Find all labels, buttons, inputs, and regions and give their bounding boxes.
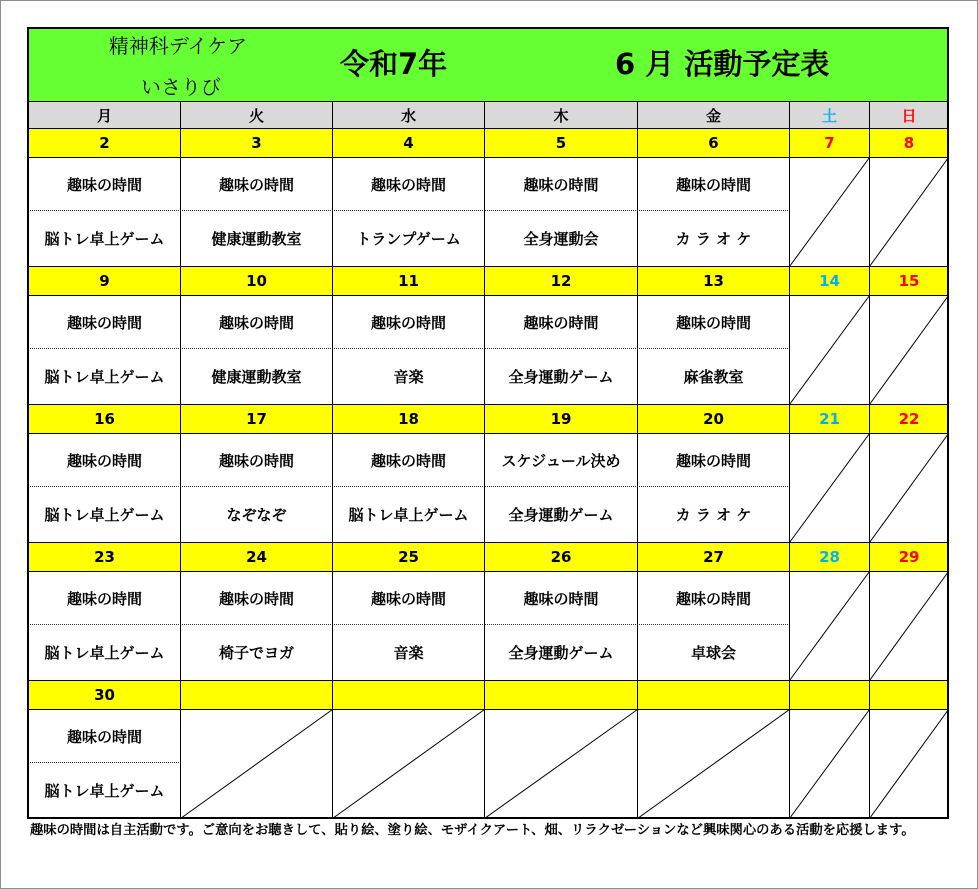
- date-cell: 25: [332, 542, 485, 572]
- date-cell: 26: [484, 542, 638, 572]
- date-cell: 19: [484, 404, 638, 434]
- activity-cell: 椅子でヨガ: [180, 625, 333, 681]
- activity-cell: なぞなぞ: [180, 487, 333, 543]
- no-activity-cell: [869, 571, 949, 681]
- activity-cell: 全身運動ゲーム: [484, 625, 638, 681]
- diagonal-slash-line: [869, 571, 949, 681]
- activity-cell: 健康運動教室: [180, 349, 333, 405]
- activity-cell: カ ラ オ ケ: [637, 211, 790, 267]
- no-activity-cell: [789, 571, 870, 681]
- date-cell: 16: [28, 404, 181, 434]
- activity-cell: 脳トレ卓上ゲーム: [332, 487, 485, 543]
- date-cell: 11: [332, 266, 485, 296]
- activity-cell: 趣味の時間: [637, 571, 790, 625]
- date-cell: 5: [484, 128, 638, 158]
- activity-cell: 全身運動ゲーム: [484, 349, 638, 405]
- date-cell: [332, 680, 485, 710]
- diagonal-slash-line: [869, 295, 949, 405]
- no-activity-cell: [332, 709, 485, 819]
- date-cell: [484, 680, 638, 710]
- activity-cell: 趣味の時間: [28, 433, 181, 487]
- era-year-label: 令和7年: [340, 47, 448, 81]
- date-cell: 27: [637, 542, 790, 572]
- no-activity-cell: [869, 295, 949, 405]
- activity-cell: 全身運動ゲーム: [484, 487, 638, 543]
- activity-cell: 趣味の時間: [28, 157, 181, 211]
- activity-cell: 音楽: [332, 349, 485, 405]
- activity-cell: 脳トレ卓上ゲーム: [28, 349, 181, 405]
- date-cell: 6: [637, 128, 790, 158]
- date-cell: 9: [28, 266, 181, 296]
- date-cell: 14: [789, 266, 870, 296]
- weekday-header: 月: [28, 101, 181, 129]
- activity-cell: 趣味の時間: [332, 571, 485, 625]
- date-cell: [637, 680, 790, 710]
- date-cell: 10: [180, 266, 333, 296]
- date-cell: 15: [869, 266, 949, 296]
- weekday-header: 木: [484, 101, 638, 129]
- date-cell: 17: [180, 404, 333, 434]
- diagonal-slash-line: [869, 709, 949, 819]
- diagonal-slash-line: [789, 433, 870, 543]
- diagonal-slash-line: [484, 709, 638, 819]
- activity-cell: 趣味の時間: [332, 295, 485, 349]
- date-cell: [789, 680, 870, 710]
- date-cell: 7: [789, 128, 870, 158]
- activity-cell: 趣味の時間: [28, 571, 181, 625]
- activity-cell: 趣味の時間: [180, 295, 333, 349]
- weekday-header: 土: [789, 101, 870, 129]
- date-cell: 28: [789, 542, 870, 572]
- activity-cell: 趣味の時間: [637, 157, 790, 211]
- date-cell: 22: [869, 404, 949, 434]
- activity-cell: 趣味の時間: [484, 571, 638, 625]
- no-activity-cell: [789, 709, 870, 819]
- activity-cell: 趣味の時間: [332, 433, 485, 487]
- date-cell: 23: [28, 542, 181, 572]
- diagonal-slash-line: [869, 433, 949, 543]
- no-activity-cell: [869, 709, 949, 819]
- activity-cell: 趣味の時間: [484, 157, 638, 211]
- weekday-header: 金: [637, 101, 790, 129]
- no-activity-cell: [789, 295, 870, 405]
- no-activity-cell: [789, 433, 870, 543]
- diagonal-slash-line: [789, 157, 870, 267]
- activity-cell: カ ラ オ ケ: [637, 487, 790, 543]
- facility-subname: いさりび: [141, 75, 221, 99]
- date-cell: 24: [180, 542, 333, 572]
- date-cell: 20: [637, 404, 790, 434]
- date-cell: 13: [637, 266, 790, 296]
- diagonal-slash-line: [789, 295, 870, 405]
- activity-cell: トランプゲーム: [332, 211, 485, 267]
- activity-cell: 麻雀教室: [637, 349, 790, 405]
- date-cell: [869, 680, 949, 710]
- date-cell: 3: [180, 128, 333, 158]
- activity-cell: 脳トレ卓上ゲーム: [28, 211, 181, 267]
- diagonal-slash-line: [789, 709, 870, 819]
- no-activity-cell: [789, 157, 870, 267]
- date-cell: 18: [332, 404, 485, 434]
- activity-cell: 趣味の時間: [28, 709, 181, 763]
- activity-cell: 趣味の時間: [637, 295, 790, 349]
- date-cell: 12: [484, 266, 638, 296]
- activity-cell: 卓球会: [637, 625, 790, 681]
- diagonal-slash-line: [332, 709, 485, 819]
- date-cell: 21: [789, 404, 870, 434]
- activity-cell: 健康運動教室: [180, 211, 333, 267]
- weekday-header: 火: [180, 101, 333, 129]
- date-cell: [180, 680, 333, 710]
- activity-cell: 趣味の時間: [180, 571, 333, 625]
- no-activity-cell: [869, 157, 949, 267]
- no-activity-cell: [869, 433, 949, 543]
- activity-cell: 趣味の時間: [637, 433, 790, 487]
- date-cell: 8: [869, 128, 949, 158]
- activity-cell: 全身運動会: [484, 211, 638, 267]
- diagonal-slash-line: [180, 709, 333, 819]
- date-cell: 4: [332, 128, 485, 158]
- date-cell: 30: [28, 680, 181, 710]
- weekday-header: 水: [332, 101, 485, 129]
- activity-cell: 趣味の時間: [332, 157, 485, 211]
- date-cell: 2: [28, 128, 181, 158]
- activity-cell: 趣味の時間: [28, 295, 181, 349]
- activity-cell: 趣味の時間: [484, 295, 638, 349]
- diagonal-slash-line: [869, 157, 949, 267]
- activity-cell: スケジュール決め: [484, 433, 638, 487]
- schedule-title: 6 月 活動予定表: [615, 47, 830, 81]
- facility-name: 精神科デイケア: [108, 34, 248, 58]
- footer-note: 趣味の時間は自主活動です。ご意向をお聴きして、貼り絵、塗り絵、モザイクアート、畑、リラクゼーションなど興味関心のある活動を応援します。: [30, 823, 915, 838]
- activity-cell: 脳トレ卓上ゲーム: [28, 487, 181, 543]
- diagonal-slash-line: [637, 709, 790, 819]
- activity-cell: 音楽: [332, 625, 485, 681]
- activity-cell: 脳トレ卓上ゲーム: [28, 625, 181, 681]
- activity-cell: 趣味の時間: [180, 433, 333, 487]
- no-activity-cell: [180, 709, 333, 819]
- weekday-header: 日: [869, 101, 949, 129]
- activity-cell: 脳トレ卓上ゲーム: [28, 763, 181, 819]
- activity-cell: 趣味の時間: [180, 157, 333, 211]
- no-activity-cell: [637, 709, 790, 819]
- diagonal-slash-line: [789, 571, 870, 681]
- date-cell: 29: [869, 542, 949, 572]
- no-activity-cell: [484, 709, 638, 819]
